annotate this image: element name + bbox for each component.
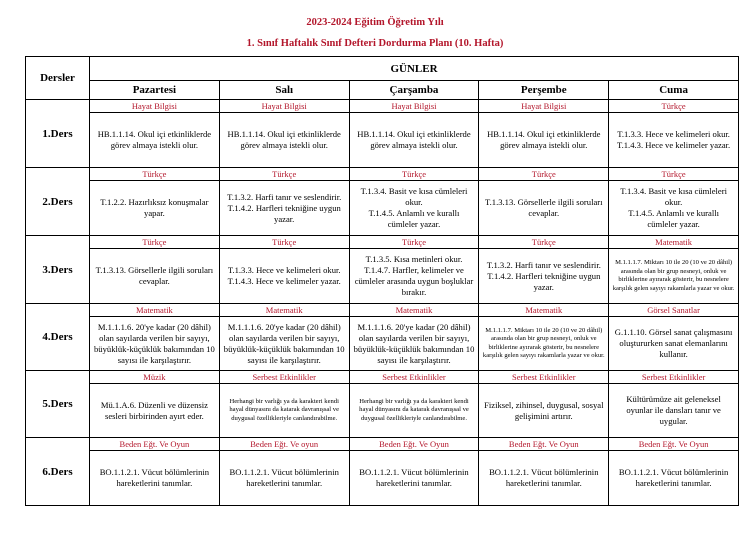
subject-label: Beden Eğt. Ve oyun [220, 438, 349, 451]
objective-text: M.1.1.1.7. Miktarı 10 ile 20 (10 ve 20 dâhil) arasında olan bir grup nesneyi, onluk ve birliklerine ayırarak gösterir, bu nesnelere karşılık gelen sayıyı rakamlarla yazar ve okur. [612, 259, 735, 292]
subject-label: Türkçe [609, 168, 738, 181]
subject-label: Beden Eğt. Ve Oyun [479, 438, 608, 451]
objective-text: BO.1.1.2.1. Vücut bölümlerinin hareketlerini tanımlar. [229, 467, 339, 488]
objective-text: T.1.3.2. Harfi tanır ve seslendirir. T.1.4.2. Harfleri tekniğine uygun yazar. [486, 259, 601, 292]
plan-cell [349, 236, 479, 304]
gunler-header: GÜNLER [90, 57, 739, 81]
plan-cell [90, 438, 220, 506]
day-header-thursday: Perşembe [479, 81, 609, 100]
objective-text: T.1.3.13. Görsellerle ilgili soruları cevaplar. [95, 265, 214, 286]
document-title: 2023-2024 Eğitim Öğretim Yılı [306, 17, 444, 28]
plan-cell [479, 168, 609, 236]
objective-text: T.1.3.3. Hece ve kelimeleri okur. T.1.4.3. Hece ve kelimeler yazar. [617, 129, 731, 150]
plan-cell [609, 438, 739, 506]
day-header-tuesday: Salı [219, 81, 349, 100]
subject-label: Görsel Sanatlar [609, 304, 738, 317]
objective-text: M.1.1.1.6. 20'ye kadar (20 dâhil) olan sayılarda verilen bir sayıyı, büyüklük-küçüklük bakımından 10 sayısı ile karşılaştırır. [353, 321, 475, 365]
plan-cell [219, 371, 349, 438]
lesson-label: 5.Ders [26, 371, 90, 438]
plan-cell [219, 304, 349, 371]
subject-label: Serbest Etkinlikler [350, 371, 479, 384]
plan-cell [219, 168, 349, 236]
objective-text: M.1.1.1.7. Miktarı 10 ile 20 (10 ve 20 dâhil) arasında olan bir grup nesneyi, onluk ve birliklerine ayırarak gösterir, bu nesnelere karşılık gelen sayıyı rakamlarla yazar ve okur. [482, 326, 605, 359]
plan-cell [609, 168, 739, 236]
objective-text: HB.1.1.14. Okul içi etkinliklerde görev almaya istekli olur. [487, 129, 601, 150]
plan-cell [609, 304, 739, 371]
objective-text: BO.1.1.2.1. Vücut bölümlerinin hareketlerini tanımlar. [489, 467, 599, 488]
subject-label: Türkçe [350, 168, 479, 181]
table-row [26, 236, 739, 304]
subject-label: Türkçe [479, 168, 608, 181]
subject-label: Türkçe [350, 236, 479, 249]
objective-text: M.1.1.1.6. 20'ye kadar (20 dâhil) olan sayılarda verilen bir sayıyı, büyüklük-küçüklük bakımından 10 sayısı ile karşılaştırır. [223, 321, 345, 365]
subject-label: Türkçe [609, 100, 738, 113]
objective-text: T.1.3.3. Hece ve kelimeleri okur. T.1.4.3. Hece ve kelimeler yazar. [227, 265, 341, 286]
objective-text: Mü.1.A.6. Düzenli ve düzensiz sesleri birbirinden ayırt eder. [100, 399, 208, 421]
plan-cell [90, 100, 220, 168]
subject-label: Türkçe [220, 236, 349, 249]
plan-cell [349, 304, 479, 371]
plan-cell [219, 100, 349, 168]
subject-label: Müzik [90, 371, 219, 384]
subject-label: Hayat Bilgisi [90, 100, 219, 113]
plan-cell [90, 168, 220, 236]
objective-text: BO.1.1.2.1. Vücut bölümlerinin hareketlerini tanımlar. [99, 467, 210, 488]
plan-cell [90, 304, 220, 371]
lesson-label: 3.Ders [26, 236, 90, 304]
subject-label: Türkçe [220, 168, 349, 181]
plan-cell [219, 236, 349, 304]
subject-label: Türkçe [90, 236, 219, 249]
subject-label: Türkçe [90, 168, 219, 181]
objective-text: Herhangi bir varlığı ya da karakteri kendi hayal dünyasını da katarak davranışsal ve duygusal özellikleriyle canlandırabilme. [229, 397, 340, 422]
plan-cell [479, 236, 609, 304]
objective-text: T.1.3.2. Harfi tanır ve seslendirir. T.1.4.2. Harfleri tekniğine uygun yazar. [227, 191, 342, 224]
subject-label: Türkçe [479, 236, 608, 249]
objective-text: T.1.3.4. Basit ve kısa cümleleri okur. T.1.4.5. Anlamlı ve kurallı cümleler yazar. [620, 186, 727, 229]
subject-label: Matematik [609, 236, 738, 249]
subject-label: Matematik [350, 304, 479, 317]
subject-label: Matematik [90, 304, 219, 317]
table-row [26, 438, 739, 506]
plan-cell [349, 438, 479, 506]
document-subtitle: 1. Sınıf Haftalık Sınıf Defteri Dordurma Planı (10. Hafta) [246, 38, 504, 49]
lesson-label: 4.Ders [26, 304, 90, 371]
plan-cell [349, 168, 479, 236]
subject-label: Hayat Bilgisi [479, 100, 608, 113]
lesson-label: 1.Ders [26, 100, 90, 168]
table-row [26, 100, 739, 168]
dersler-header: Dersler [26, 57, 90, 100]
subject-label: Serbest Etkinlikler [220, 371, 349, 384]
plan-cell [609, 236, 739, 304]
objective-text: Kültürümüze ait geleneksel oyunlar ile dansları tanır ve uygular. [626, 394, 721, 426]
subject-label: Serbest Etkinlikler [479, 371, 608, 384]
plan-cell [90, 236, 220, 304]
subject-label: Hayat Bilgisi [220, 100, 349, 113]
objective-text: Herhangi bir varlığı ya da karakteri kendi hayal dünyasını da katarak davranışsal ve duygusal özellikleriyle canlandırabilme. [359, 397, 469, 422]
day-header-friday: Cuma [609, 81, 739, 100]
weekly-plan-table [25, 56, 739, 506]
subject-label: Beden Eğt. Ve Oyun [90, 438, 219, 451]
subject-label: Serbest Etkinlikler [609, 371, 738, 384]
objective-text: T.1.2.2. Hazırlıksız konuşmalar yapar. [100, 197, 209, 218]
subject-label: Matematik [220, 304, 349, 317]
lesson-label: 2.Ders [26, 168, 90, 236]
table-row [26, 371, 739, 438]
objective-text: T.1.3.5. Kısa metinleri okur. T.1.4.7. Harfler, kelimeler ve cümleler arasında uygun boşluklar bırakır. [354, 254, 474, 297]
subject-label: Beden Eğt. Ve Oyun [609, 438, 738, 451]
plan-cell [609, 371, 739, 438]
plan-cell [90, 371, 220, 438]
objective-text: HB.1.1.14. Okul içi etkinliklerde görev almaya istekli olur. [97, 129, 212, 150]
table-row [26, 168, 739, 236]
objective-text: M.1.1.1.6. 20'ye kadar (20 dâhil) olan sayılarda verilen bir sayıyı, büyüklük-küçüklük bakımından 10 sayısı ile karşılaştırır. [94, 321, 215, 365]
objective-text: Fiziksel, zihinsel, duygusal, sosyal gelişimini artırır. [484, 399, 604, 421]
plan-cell [349, 371, 479, 438]
plan-cell [479, 304, 609, 371]
objective-text: HB.1.1.14. Okul içi etkinliklerde görev almaya istekli olur. [227, 129, 341, 150]
plan-cell [479, 438, 609, 506]
objective-text: T.1.3.4. Basit ve kısa cümleleri okur. T.1.4.5. Anlamlı ve kurallı cümleler yazar. [360, 186, 468, 229]
plan-cell [479, 100, 609, 168]
objective-text: BO.1.1.2.1. Vücut bölümlerinin hareketlerini tanımlar. [618, 467, 729, 488]
objective-text: T.1.3.13. Görsellerle ilgili soruları cevaplar. [485, 197, 603, 218]
objective-text: BO.1.1.2.1. Vücut bölümlerinin hareketlerini tanımlar. [359, 467, 469, 488]
objective-text: HB.1.1.14. Okul içi etkinliklerde görev almaya istekli olur. [357, 129, 471, 150]
day-header-wednesday: Çarşamba [349, 81, 479, 100]
day-header-monday: Pazartesi [90, 81, 220, 100]
plan-cell [479, 371, 609, 438]
plan-cell [219, 438, 349, 506]
subject-label: Hayat Bilgisi [350, 100, 479, 113]
subject-label: Matematik [479, 304, 608, 317]
plan-cell [609, 100, 739, 168]
objective-text: G.1.1.10. Görsel sanat çalışmasını oluştururken sanat elemanlarını kullanır. [614, 327, 733, 359]
plan-cell [349, 100, 479, 168]
table-row [26, 304, 739, 371]
lesson-label: 6.Ders [26, 438, 90, 506]
subject-label: Beden Eğt. Ve Oyun [350, 438, 479, 451]
